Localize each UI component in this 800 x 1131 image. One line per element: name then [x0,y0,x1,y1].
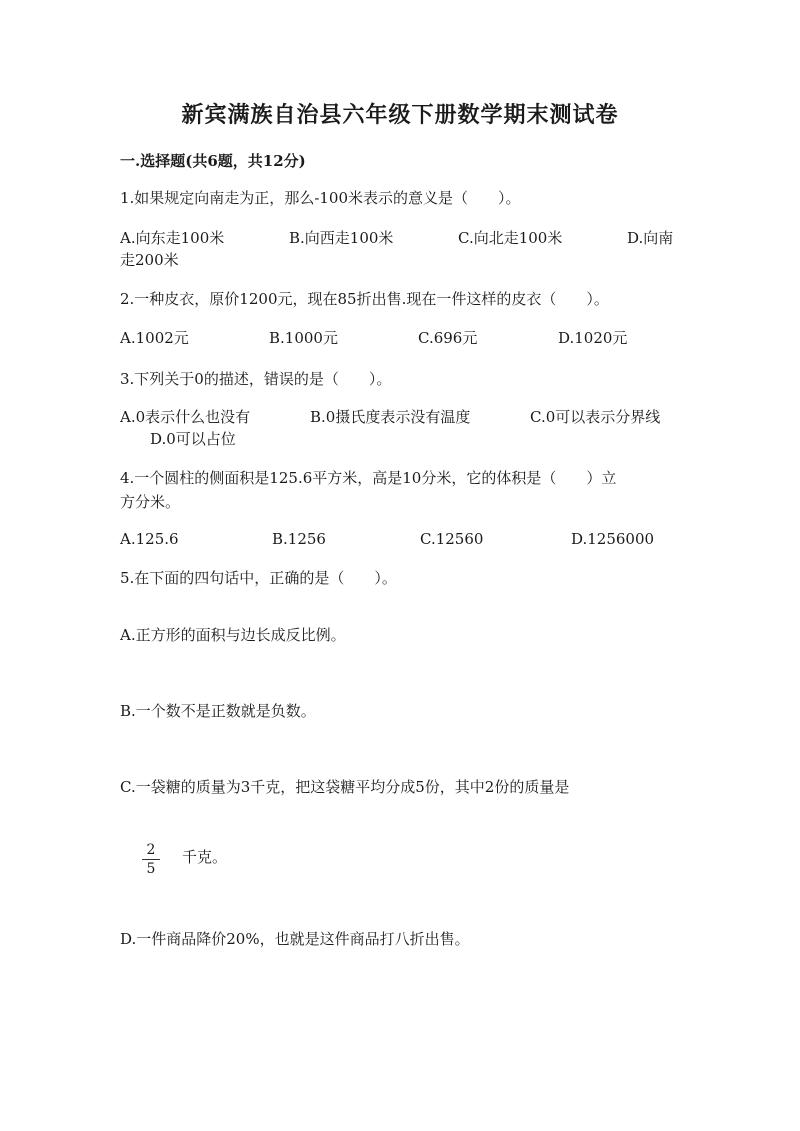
fraction-unit: 千克。 [182,848,228,866]
q2-option-a: A.1002元 [120,329,189,347]
q1-option-d-wrap: 走200米 [120,251,179,269]
page-title: 新宾满族自治县六年级下册数学期末测试卷 [181,102,619,128]
q3-option-b: B.0摄氏度表示没有温度 [310,408,471,426]
q2-option-b: B.1000元 [269,329,338,347]
q4-option-c: C.12560 [420,530,484,548]
q3-option-c: C.0可以表示分界线 [530,408,661,426]
question-4-stem [120,466,690,514]
q4-option-d: D.1256000 [571,530,655,548]
question-3-stem: 3.下列关于0的描述，错误的是（ ）。 [120,370,392,388]
q3-option-d: D.0可以占位 [150,430,236,448]
q1-option-b: B.向西走100米 [289,229,394,247]
q5-option-d: D.一件商品降价20%，也就是这件商品打八折出售。 [120,930,470,948]
question-4-stem-line1: 4.一个圆柱的侧面积是125.6平方米，高是10分米，它的体积是（ ）立 [120,469,617,487]
q4-option-b: B.1256 [272,530,326,548]
fraction-bar [142,859,160,860]
q5-option-a: A.正方形的面积与边长成反比例。 [120,626,346,644]
question-4-stem-line2: 方分米。 [120,493,181,511]
q3-option-a: A.0表示什么也没有 [120,408,251,426]
question-2-stem: 2.一种皮衣，原价1200元，现在85折出售.现在一件这样的皮衣（ ）。 [120,290,609,308]
q2-option-d: D.1020元 [558,329,628,347]
question-1-stem: 1.如果规定向南走为正，那么-100米表示的意义是（ ）。 [120,189,521,207]
q4-option-a: A.125.6 [120,530,179,548]
q1-option-a: A.向东走100米 [120,229,225,247]
q5-option-b: B.一个数不是正数就是负数。 [120,702,316,720]
q5-option-c: C.一袋糖的质量为3千克，把这袋糖平均分成5份，其中2份的质量是 [120,778,570,796]
fraction-two-fifths [142,842,160,877]
section-heading: 一.选择题(共6题，共12分) [120,152,306,170]
q1-option-d: D.向南 [627,229,674,247]
question-5-stem: 5.在下面的四句话中，正确的是（ ）。 [120,569,397,587]
q1-option-c: C.向北走100米 [458,229,563,247]
q2-option-c: C.696元 [418,329,478,347]
fraction-numerator: 2 [146,842,156,858]
fraction-denominator: 5 [146,861,156,877]
